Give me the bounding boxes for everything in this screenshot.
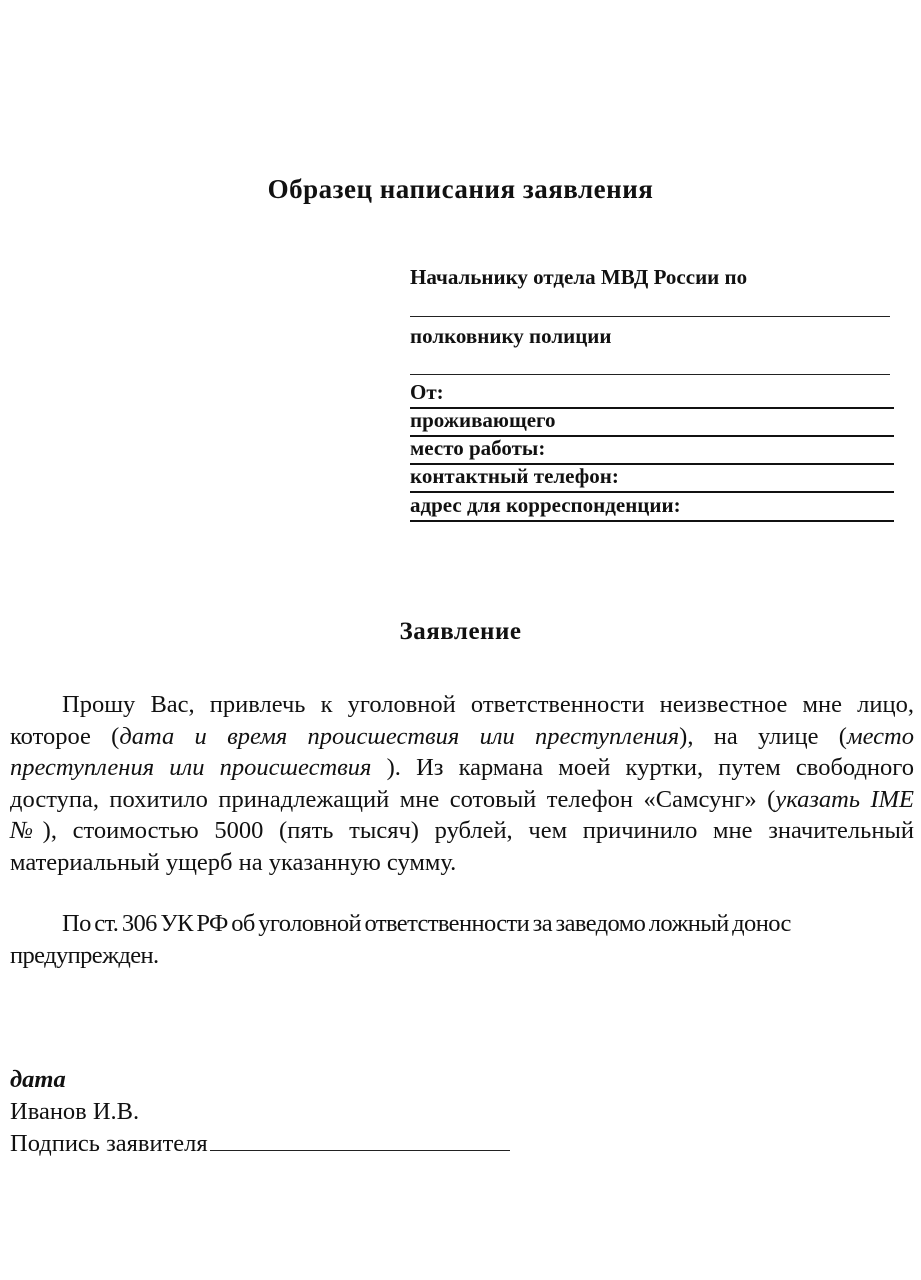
statement-paragraph-2: По ст. 306 УК РФ об уголовной ответственности за заведомо ложный донос предупрежден. <box>10 910 791 969</box>
signature-blank-line <box>210 1128 510 1151</box>
statement-title: Заявление <box>399 618 522 645</box>
field-mailing-address-label: адрес для корреспонденции: <box>410 493 681 517</box>
signature-date-label: дата <box>10 1066 66 1093</box>
field-phone-label: контактный телефон: <box>410 464 619 488</box>
para1-text-2: ), на улице ( <box>679 722 847 750</box>
field-workplace <box>410 435 894 465</box>
addressee-line-1: Начальнику отдела МВД России по <box>410 265 748 289</box>
para1-placeholder-datetime: дата и время происшествия или преступления <box>119 722 680 750</box>
para1-text-4: ), стоимостью 5000 (пять тысяч) рублей, чем причинило мне значительный материальный ущерб на указанную сумму. <box>10 817 915 876</box>
document-title: Образец написания заявления <box>267 174 654 204</box>
field-from <box>410 379 894 409</box>
blank-rule-department <box>410 316 890 317</box>
field-phone <box>410 463 894 493</box>
signature-block <box>10 1064 510 1160</box>
statement-paragraph-1 <box>10 689 914 878</box>
para1-placeholder-imei: указать IME № <box>10 785 914 844</box>
field-mailing-address <box>410 492 894 522</box>
field-workplace-label: место работы: <box>410 436 546 460</box>
signature-label: Подпись заявителя <box>10 1130 208 1157</box>
field-residing <box>410 407 894 437</box>
signature-row <box>10 1128 510 1160</box>
para1-text-1: Прошу Вас, привлечь к уголовной ответственности неизвестное мне лицо, которое ( <box>10 691 914 750</box>
field-from-label: От: <box>410 380 444 404</box>
para1-text-3: ). Из кармана моей куртки, путем свободного доступа, похитило принадлежащий мне сотовый телефон «Самсунг» ( <box>10 754 914 813</box>
blank-rule-officer-name <box>410 374 890 375</box>
para1-placeholder-place: место преступления или происшествия <box>10 722 914 781</box>
addressee-line-2: полковнику полиции <box>410 324 612 348</box>
field-residing-label: проживающего <box>410 408 556 432</box>
applicant-name: Иванов И.В. <box>10 1098 140 1125</box>
